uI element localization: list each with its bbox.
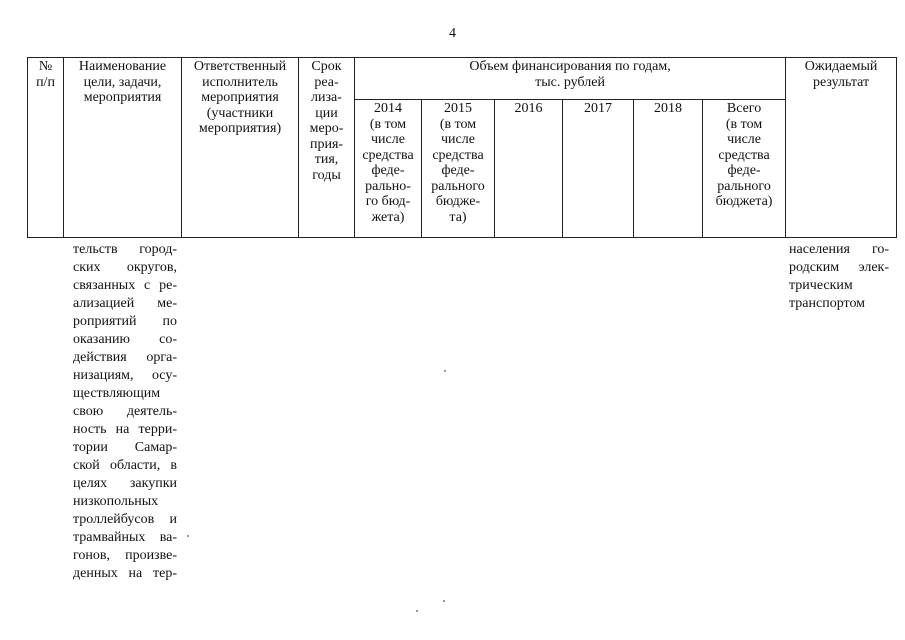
result-column-text: [789, 241, 889, 313]
text-line: тории Самар-: [73, 440, 177, 455]
header-executor: Ответственный исполнитель мероприятия (участники мероприятия): [182, 58, 299, 238]
text-line: роприятий по: [73, 314, 177, 329]
scan-speck: [444, 370, 446, 372]
name-column-text: [73, 241, 177, 583]
header-num: № п/п: [28, 58, 64, 238]
text-line: ской области, в: [73, 458, 177, 473]
text-line: низациям, осу-: [73, 368, 177, 383]
header-term: Срок реа- лиза- ции меро- прия- тия, годы: [299, 58, 355, 238]
header-name: Наименование цели, задачи, мероприятия: [64, 58, 182, 238]
text-line: денных на тер-: [73, 566, 177, 581]
header-result: Ожидаемый результат: [786, 58, 897, 238]
page-number: 4: [449, 26, 456, 41]
text-line: населения го-: [789, 242, 889, 257]
text-line: транспортом: [789, 296, 866, 311]
text-line: ских округов,: [73, 260, 177, 275]
program-table-header: [27, 57, 897, 238]
text-line: ность на терри-: [73, 422, 177, 437]
text-line: низкопольных: [73, 494, 159, 509]
text-line: действия орга-: [73, 350, 177, 365]
text-line: ществляющим: [73, 386, 161, 401]
text-line: гонов, произве-: [73, 548, 177, 563]
header-year-2018: 2018: [634, 100, 703, 238]
scan-speck: [443, 600, 445, 602]
text-line: родским элек-: [789, 260, 889, 275]
header-year-2016: 2016: [495, 100, 563, 238]
text-line: свою деятель-: [73, 404, 177, 419]
text-line: трическим: [789, 278, 853, 293]
text-line: ализацией ме-: [73, 296, 177, 311]
text-line: оказанию со-: [73, 332, 177, 347]
header-year-2015: 2015 (в том числе средства феде- рального бюдже- та): [422, 100, 495, 238]
header-total: Всего (в том числе средства феде- рального бюджета): [703, 100, 786, 238]
header-year-2017: 2017: [563, 100, 634, 238]
text-line: связанных с ре-: [73, 278, 177, 293]
scan-speck: [187, 535, 189, 537]
text-line: трамвайных ва-: [73, 530, 177, 545]
header-funding: Объем финансирования по годам, тыс. рублей: [355, 58, 786, 100]
text-line: целях закупки: [73, 476, 177, 491]
text-line: тельств город-: [73, 242, 177, 257]
text-line: троллейбусов и: [73, 512, 177, 527]
header-year-2014: 2014 (в том числе средства феде- рально- го бюд- жета): [355, 100, 422, 238]
scan-speck: [416, 610, 418, 612]
